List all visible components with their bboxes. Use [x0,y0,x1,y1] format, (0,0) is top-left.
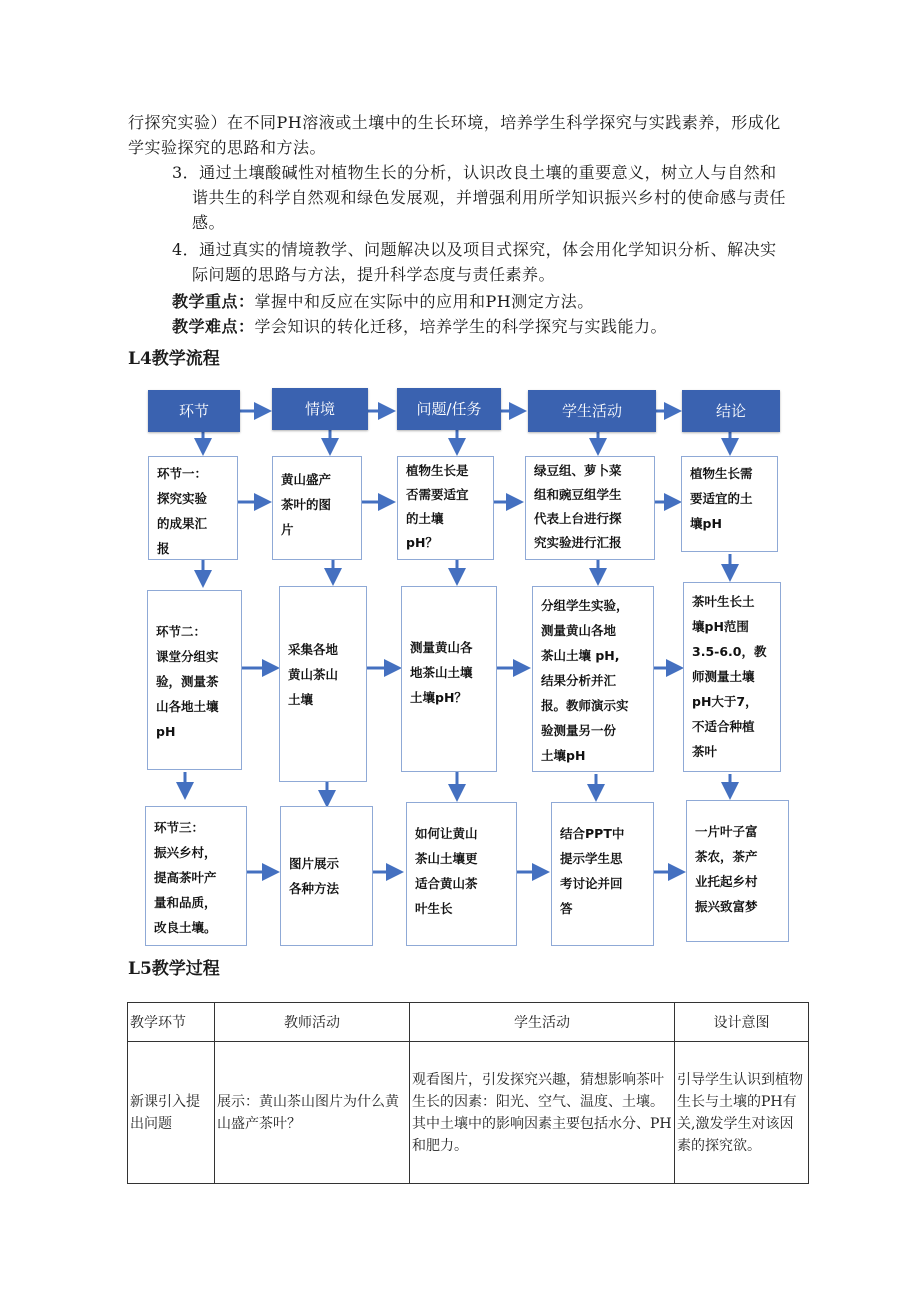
difficult-point-label: 教学难点： [172,317,255,336]
col-header-stage: 教学环节 [128,1003,215,1042]
key-point [172,289,594,312]
table-header-row [128,1003,809,1042]
objective-4-line-2: 际问题的思路与方法，提升科学态度与责任素养。 [192,265,556,284]
flow-box-student-1: 绿豆组、萝卜菜 组和豌豆组学生 代表上台进行探 究实验进行汇报 [525,456,655,560]
flow-header-conclusion: 结论 [682,390,780,432]
cell-intent: 引导学生认识到植物生长与土壤的PH有关,激发学生对该因素的探究欲。 [675,1042,809,1184]
flow-box-situation-2: 采集各地 黄山茶山 土壤 [279,586,367,782]
col-header-intent: 设计意图 [675,1003,809,1042]
flow-box-question-1: 植物生长是 否需要适宜 的土壤 pH？ [397,456,494,560]
flow-box-conclusion-3: 一片叶子富 茶农，茶产 业托起乡村 振兴致富梦 [686,800,789,942]
flow-box-stage-2: 环节二： 课堂分组实 验，测量茶 山各地土壤 pH [147,590,242,770]
flow-header-situation: 情境 [272,388,368,430]
key-point-text: 掌握中和反应在实际中的应用和PH测定方法。 [254,292,594,311]
difficult-point-text: 学会知识的转化迁移，培养学生的科学探究与实践能力。 [254,317,668,336]
intro-line-2: 学实验探究的思路和方法。 [128,138,327,157]
flow-box-question-3: 如何让黄山 茶山土壤更 适合黄山茶 叶生长 [406,802,517,946]
section-l5-heading: L5教学过程 [128,959,220,979]
flow-box-situation-3: 图片展示 各种方法 [280,806,373,946]
col-header-teacher: 教师活动 [215,1003,410,1042]
flow-box-conclusion-2: 茶叶生长土 壤pH范围 3.5-6.0，教 师测量土壤 pH大于7， 不适合种植 茶叶 [683,582,781,772]
flow-box-stage-3: 环节三： 振兴乡村， 提高茶叶产 量和品质， 改良土壤。 [145,806,247,946]
objective-3-line-2: 谐共生的科学自然观和绿色发展观，并增强利用所学知识振兴乡村的使命感与责任 [192,188,787,207]
intro-line-1: 行探究实验）在不同PH溶液或土壤中的生长环境，培养学生科学探究与实践素养，形成化 [128,113,781,132]
difficult-point [172,314,667,337]
flow-box-situation-1: 黄山盛产 茶叶的图 片 [272,456,362,560]
objective-4-line-1: 4．通过真实的情境教学、问题解决以及项目式探究，体会用化学知识分析、解决实 [172,240,777,259]
col-header-student: 学生活动 [410,1003,675,1042]
objective-3-line-3: 感。 [192,213,226,232]
flow-header-question: 问题/任务 [397,388,501,430]
flow-box-stage-1: 环节一： 探究实验 的成果汇 报 [148,456,238,560]
cell-stage: 新课引入提出问题 [128,1042,215,1184]
flow-box-student-2: 分组学生实验， 测量黄山各地 茶山土壤 pH, 结果分析并汇 报。教师演示实 验测量另一份 土壤pH [532,586,654,772]
teaching-flowchart [140,380,795,950]
table-row [128,1042,809,1184]
cell-student: 观看图片，引发探究兴趣，猜想影响茶叶生长的因素：阳光、空气、温度、土壤。其中土壤中的影响因素主要包括水分、PH和肥力。 [410,1042,675,1184]
flow-box-question-2: 测量黄山各 地茶山土壤 土壤pH？ [401,586,497,772]
key-point-label: 教学重点： [172,292,255,311]
flow-box-student-3: 结合PPT中 提示学生思 考讨论并回 答 [551,802,654,946]
objective-3-line-1: 3．通过土壤酸碱性对植物生长的分析，认识改良土壤的重要意义，树立人与自然和 [172,163,777,182]
section-l4-heading: L4教学流程 [128,349,220,369]
cell-teacher: 展示：黄山茶山图片为什么黄山盛产茶叶？ [215,1042,410,1184]
flow-header-student: 学生活动 [528,390,656,432]
flow-box-conclusion-1: 植物生长需 要适宜的土 壤pH [681,456,778,552]
flow-header-stage: 环节 [148,390,240,432]
teaching-process-table [127,1002,809,1184]
